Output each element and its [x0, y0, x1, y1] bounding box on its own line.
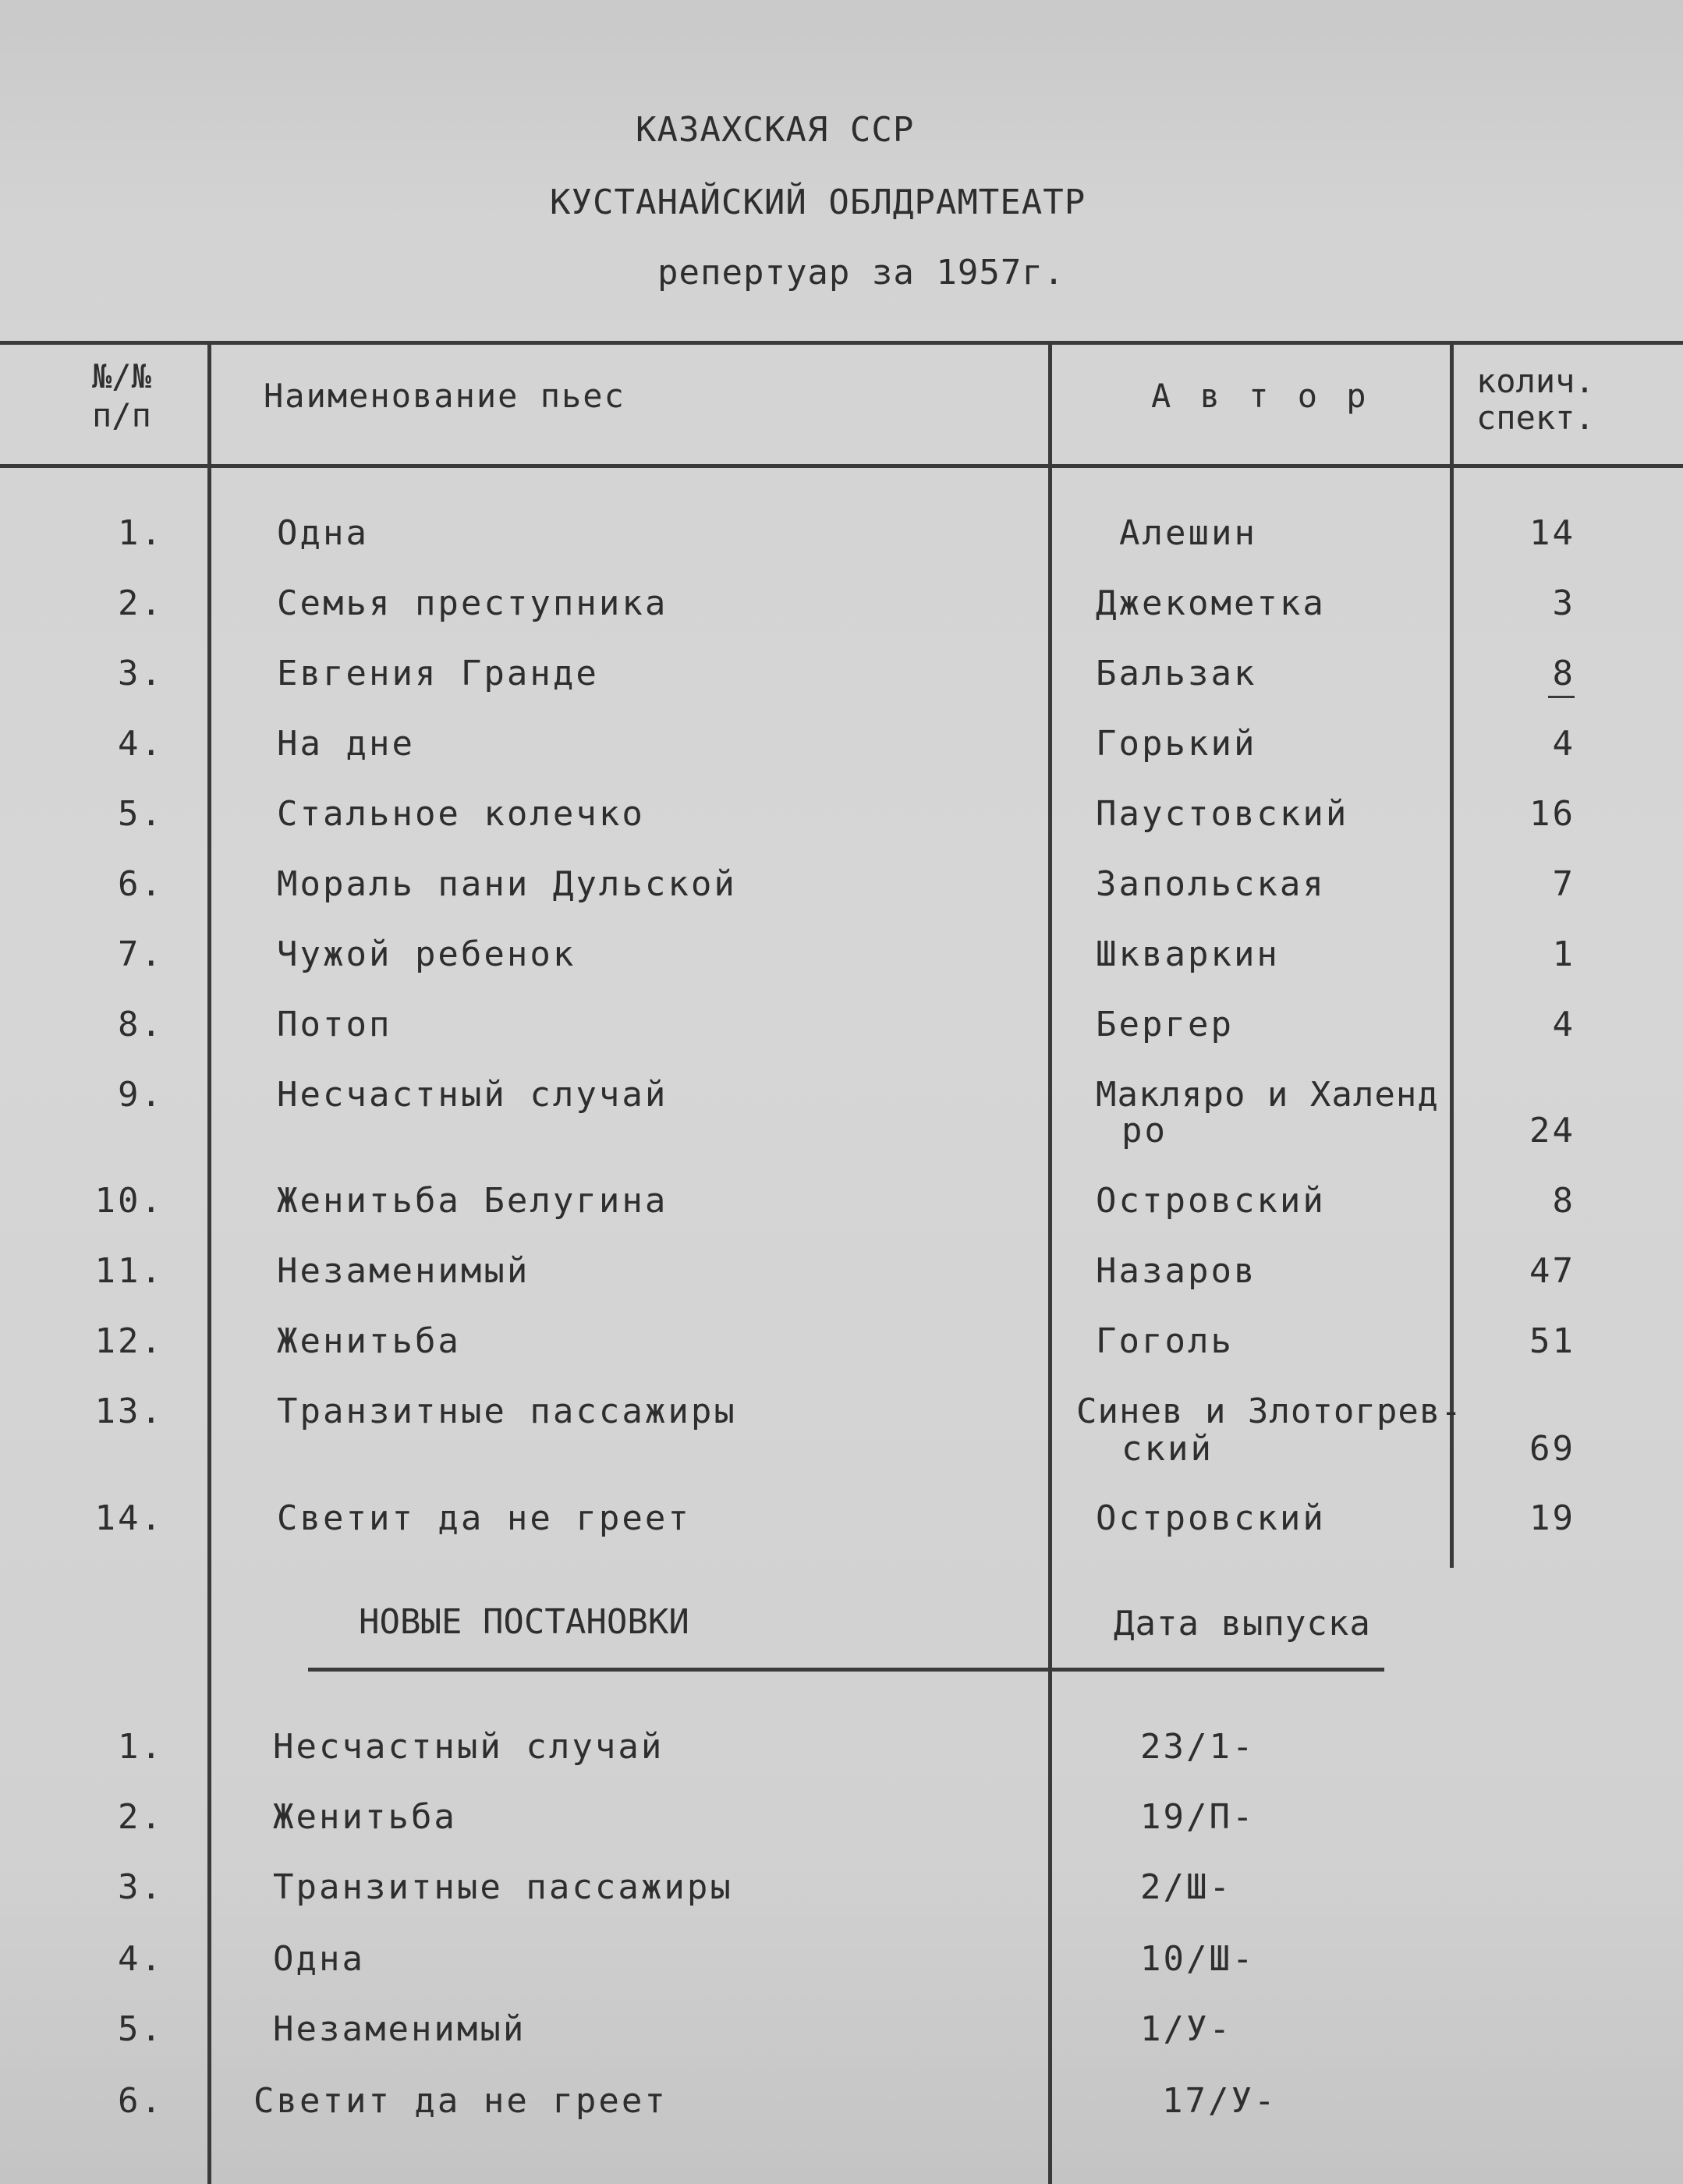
- author: Синев и Злотогрев-: [1076, 1392, 1462, 1431]
- row-number: 2.: [118, 583, 164, 623]
- row-number: 14.: [94, 1498, 164, 1538]
- row-number: 10.: [94, 1181, 164, 1221]
- play-title: Одна: [273, 1939, 365, 1979]
- performance-count: 4: [1552, 1005, 1575, 1044]
- play-title: Семья преступника: [277, 583, 668, 623]
- play-title: Одна: [277, 513, 369, 553]
- play-title: Транзитные пассажиры: [277, 1392, 737, 1431]
- release-date: 1/У-: [1140, 2009, 1232, 2049]
- release-date: 23/1-: [1140, 1727, 1256, 1767]
- release-date: 19/П-: [1140, 1797, 1256, 1837]
- row-number: 8.: [118, 1005, 164, 1044]
- row-number: 4.: [118, 1939, 164, 1979]
- author: Запольская: [1096, 864, 1326, 904]
- row-number: 7.: [118, 934, 164, 974]
- column-header-number-1: №/№: [92, 357, 151, 395]
- column-divider-1: [207, 343, 211, 2184]
- play-title: На дне: [277, 724, 415, 764]
- performance-count: 69: [1529, 1429, 1575, 1469]
- performance-count: 8: [1552, 654, 1575, 693]
- column-divider-3: [1450, 343, 1454, 1568]
- performance-count: 24: [1529, 1111, 1575, 1150]
- column-header-title: Наименование пьес: [264, 377, 625, 415]
- author: Бергер: [1096, 1005, 1234, 1044]
- author-continuation: ро: [1121, 1111, 1167, 1150]
- performance-count: 3: [1552, 583, 1575, 623]
- row-number: 6.: [118, 2081, 164, 2121]
- performance-count: 4: [1552, 724, 1575, 764]
- section-rule: [308, 1668, 1384, 1672]
- author: Алешин: [1119, 513, 1257, 553]
- release-date-heading: Дата выпуска: [1114, 1604, 1371, 1643]
- play-title: Женитьба Белугина: [277, 1181, 668, 1221]
- row-number: 5.: [118, 794, 164, 834]
- column-header-author: А в т о р: [1151, 377, 1371, 415]
- play-title: Несчастный случай: [273, 1727, 664, 1767]
- author: Горький: [1096, 724, 1257, 764]
- performance-count: 8: [1552, 1181, 1575, 1221]
- release-date: 2/Ш-: [1140, 1867, 1232, 1907]
- play-title: Незаменимый: [273, 2009, 526, 2049]
- row-number: 4.: [118, 724, 164, 764]
- play-title: Чужой ребенок: [277, 934, 576, 974]
- column-header-count-1: колич.: [1476, 362, 1595, 400]
- performance-count: 14: [1529, 513, 1575, 553]
- row-number: 5.: [118, 2009, 164, 2049]
- play-title: Светит да не греет: [253, 2081, 668, 2121]
- performance-count: 1: [1552, 934, 1575, 974]
- row-number: 9.: [118, 1075, 164, 1115]
- performance-count: 51: [1529, 1321, 1575, 1361]
- release-date: 17/У-: [1162, 2081, 1277, 2121]
- author: Островский: [1096, 1498, 1326, 1538]
- play-title: Евгения Гранде: [277, 654, 599, 693]
- play-title: Транзитные пассажиры: [273, 1867, 733, 1907]
- row-number: 11.: [94, 1251, 164, 1291]
- new-productions-heading: НОВЫЕ ПОСТАНОВКИ: [359, 1602, 689, 1642]
- table-top-rule: [0, 341, 1683, 345]
- author: Гоголь: [1096, 1321, 1234, 1361]
- row-number: 1.: [118, 1727, 164, 1767]
- row-number: 12.: [94, 1321, 164, 1361]
- play-title: Женитьба: [277, 1321, 461, 1361]
- row-number: 3.: [118, 1867, 164, 1907]
- heading-repertoire: репертуар за 1957г.: [657, 253, 1065, 292]
- author: Джекометка: [1096, 583, 1326, 623]
- author: Островский: [1096, 1181, 1326, 1221]
- column-divider-2: [1048, 343, 1052, 2184]
- heading-republic: КАЗАХСКАЯ ССР: [636, 110, 915, 150]
- author: Назаров: [1096, 1251, 1257, 1291]
- author: Шкваркин: [1096, 934, 1280, 974]
- column-header-number-2: п/п: [92, 396, 151, 434]
- performance-count: 16: [1529, 794, 1575, 834]
- play-title: Стальное колечко: [277, 794, 645, 834]
- author: Бальзак: [1096, 654, 1257, 693]
- performance-count: 7: [1552, 864, 1575, 904]
- play-title: Потоп: [277, 1005, 392, 1044]
- handwritten-underline: [1548, 696, 1575, 698]
- row-number: 2.: [118, 1797, 164, 1837]
- heading-theatre: КУСТАНАЙСКИЙ ОБЛДРАМТЕАТР: [550, 183, 1086, 222]
- row-number: 1.: [118, 513, 164, 553]
- play-title: Незаменимый: [277, 1251, 530, 1291]
- author: Макляро и Халенд: [1096, 1075, 1439, 1115]
- row-number: 6.: [118, 864, 164, 904]
- play-title: Женитьба: [273, 1797, 457, 1837]
- column-header-count-2: спект.: [1476, 399, 1595, 437]
- row-number: 3.: [118, 654, 164, 693]
- play-title: Светит да не греет: [277, 1498, 691, 1538]
- play-title: Мораль пани Дульской: [277, 864, 737, 904]
- table-header-rule: [0, 464, 1683, 468]
- performance-count: 19: [1529, 1498, 1575, 1538]
- release-date: 10/Ш-: [1140, 1939, 1256, 1979]
- play-title: Несчастный случай: [277, 1075, 668, 1115]
- row-number: 13.: [94, 1392, 164, 1431]
- performance-count: 47: [1529, 1251, 1575, 1291]
- author-continuation: ский: [1121, 1429, 1214, 1469]
- author: Паустовский: [1096, 794, 1349, 834]
